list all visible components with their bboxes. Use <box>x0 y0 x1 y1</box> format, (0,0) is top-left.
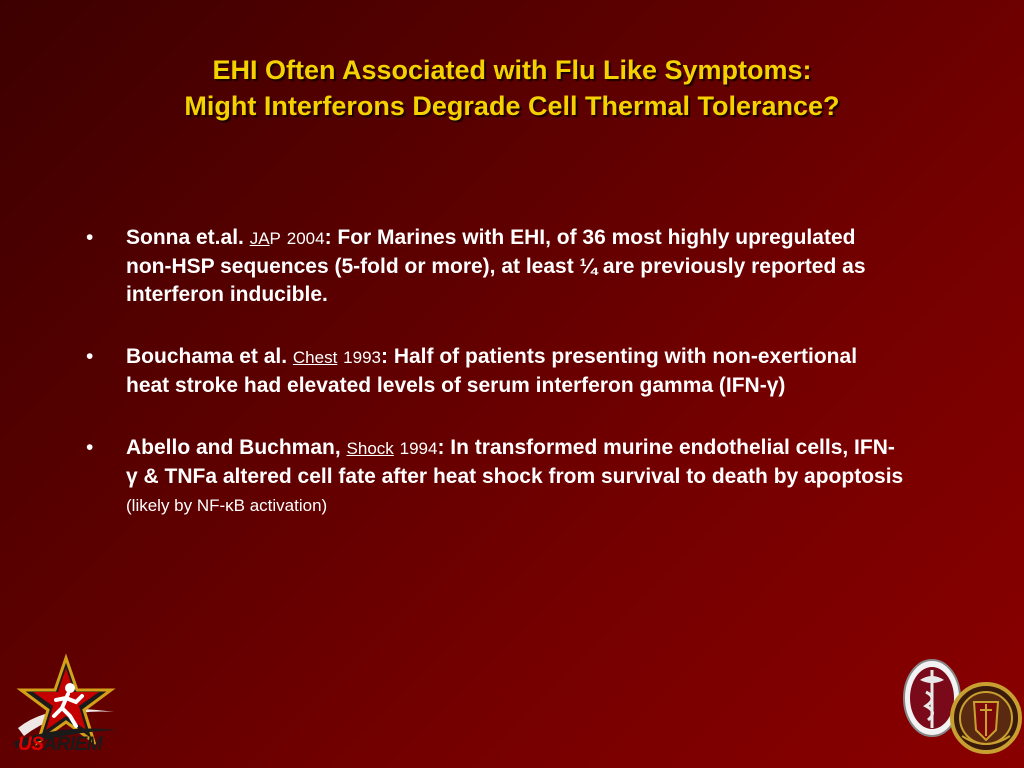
citation-journal-link[interactable]: Shock <box>346 439 394 458</box>
bullet-marker: • <box>86 226 94 249</box>
title-line-1: EHI Often Associated with Flu Like Symptoms: <box>212 55 812 85</box>
citation-year: 1993 <box>343 348 381 367</box>
bullet-marker: • <box>86 345 94 368</box>
citation-author: Abello and Buchman, <box>126 436 341 459</box>
bullet-list <box>86 224 906 554</box>
bullet-text: : In transformed murine endothelial cells, IFN-γ & TNFa altered cell fate after heat shock from survival to death by apoptosis <box>126 436 904 488</box>
citation-year: 2004 <box>286 229 325 248</box>
slide-title <box>40 52 984 124</box>
title-line-2: Might Interferons Degrade Cell Thermal Tolerance? <box>184 91 840 121</box>
bullet-item-sonna <box>86 224 906 309</box>
citation-journal-link[interactable]: Chest <box>292 348 338 367</box>
bullet-item-abello <box>86 434 906 520</box>
citation-author: Sonna et.al. <box>126 226 244 249</box>
usariem-wordmark: USARIEM <box>18 734 103 755</box>
citation-author: Bouchama et al. <box>126 345 288 368</box>
bullet-marker: • <box>86 436 94 459</box>
citation-journal-link[interactable]: JA <box>249 229 270 248</box>
citation-year: 1994 <box>399 439 438 458</box>
bullet-item-bouchama <box>86 343 906 400</box>
bullet-text: : Half of patients presenting with non-exertional heat stroke had elevated levels of serum interferon gamma (IFN-γ) <box>126 345 858 397</box>
army-medical-crests-icon <box>900 652 1022 762</box>
citation-journal-tail: P <box>269 229 281 248</box>
bullet-note: (likely by NF-κB activation) <box>126 496 328 515</box>
bullet-text: : For Marines with EHI, of 36 most highly upregulated non-HSP sequences (5-fold or more), at least ¼ are previously reported as interferon inducible. <box>126 226 866 306</box>
